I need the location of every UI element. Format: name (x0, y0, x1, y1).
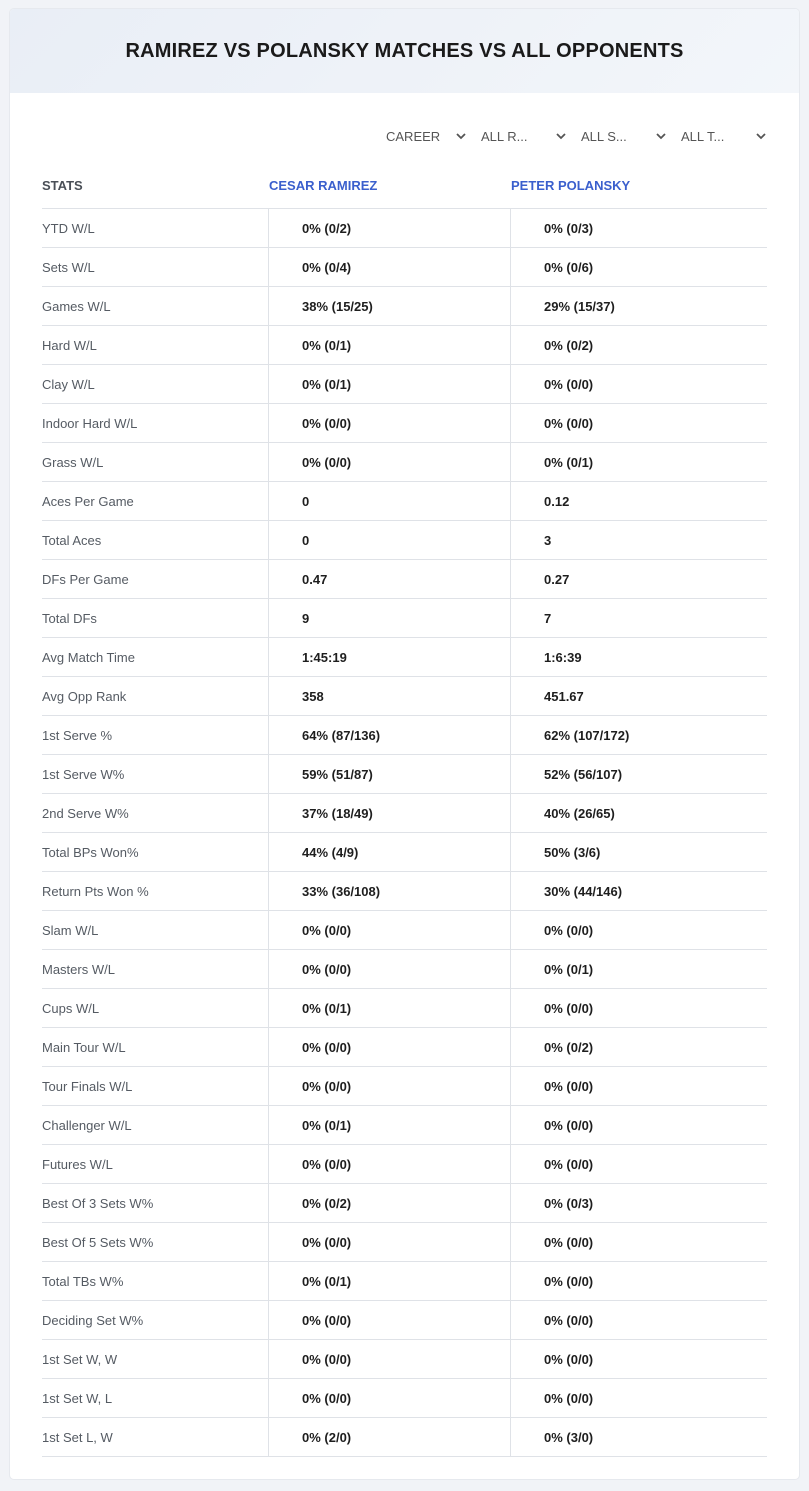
table-row (42, 404, 767, 443)
stat-label: Tour Finals W/L (42, 1067, 269, 1105)
player2-value: 0% (0/0) (544, 1078, 594, 1094)
player1-value: 0% (0/0) (302, 1156, 352, 1172)
player1-cell (269, 1223, 511, 1261)
player2-value: 0% (0/0) (544, 1234, 594, 1250)
player2-cell (511, 365, 767, 403)
player2-cell (511, 1106, 767, 1144)
stat-label: Clay W/L (42, 365, 269, 403)
player2-cell (511, 521, 767, 559)
stat-label: Total TBs W% (42, 1262, 269, 1300)
player1-cell (269, 1379, 511, 1417)
stat-label: Challenger W/L (42, 1106, 269, 1144)
table-row (42, 989, 767, 1028)
page-header (10, 9, 799, 93)
player2-cell (511, 716, 767, 754)
player1-cell (269, 326, 511, 364)
player2-value: 0% (0/0) (544, 922, 594, 938)
player1-cell (269, 794, 511, 832)
chevron-down-icon (556, 131, 566, 141)
player2-cell (511, 1184, 767, 1222)
table-row (42, 209, 767, 248)
player2-value: 0% (0/1) (544, 961, 594, 977)
stat-label: 1st Set W, W (42, 1340, 269, 1378)
table-row (42, 794, 767, 833)
player1-value: 0% (0/0) (302, 415, 352, 431)
player1-value: 0% (0/1) (302, 1000, 352, 1016)
player2-cell (511, 1379, 767, 1417)
player1-cell (269, 404, 511, 442)
stat-label: Sets W/L (42, 248, 269, 286)
player1-value: 0% (0/0) (302, 1234, 352, 1250)
table-row (42, 1418, 767, 1457)
player2-value: 0% (0/3) (544, 220, 594, 236)
player2-value: 0.12 (544, 493, 570, 509)
player1-cell (269, 287, 511, 325)
table-row (42, 443, 767, 482)
player1-value: 0.47 (302, 571, 328, 587)
player2-cell (511, 677, 767, 715)
player2-cell (511, 1301, 767, 1339)
player1-cell (269, 950, 511, 988)
tournament-filter-value: ALL T... (681, 128, 725, 144)
table-row (42, 1184, 767, 1223)
player1-cell (269, 443, 511, 481)
player1-value: 37% (18/49) (302, 805, 373, 821)
stat-label: Grass W/L (42, 443, 269, 481)
round-filter-value: ALL R... (481, 128, 528, 144)
stat-label: 1st Set L, W (42, 1418, 269, 1456)
player1-value: 0% (0/0) (302, 1351, 352, 1367)
player1-cell (269, 209, 511, 247)
player1-value: 0% (0/1) (302, 337, 352, 353)
player1-cell (269, 248, 511, 286)
player2-cell (511, 209, 767, 247)
table-row (42, 365, 767, 404)
player1-cell (269, 521, 511, 559)
player1-value: 0% (2/0) (302, 1429, 352, 1445)
table-body (42, 209, 767, 1457)
player2-cell (511, 599, 767, 637)
stat-label: Slam W/L (42, 911, 269, 949)
table-header (42, 163, 767, 209)
player1-value: 0% (0/1) (302, 1273, 352, 1289)
table-row (42, 1379, 767, 1418)
player2-cell (511, 755, 767, 793)
table-row (42, 833, 767, 872)
player1-cell (269, 1301, 511, 1339)
stat-label: Avg Match Time (42, 638, 269, 676)
player2-value: 0% (0/0) (544, 1000, 594, 1016)
player1-cell (269, 1145, 511, 1183)
stat-label: Best Of 3 Sets W% (42, 1184, 269, 1222)
player1-cell (269, 1028, 511, 1066)
player1-value: 0% (0/0) (302, 961, 352, 977)
player1-cell (269, 365, 511, 403)
round-filter-select[interactable] (481, 125, 566, 147)
table-row (42, 638, 767, 677)
player1-value: 59% (51/87) (302, 766, 373, 782)
tournament-filter-select[interactable] (681, 125, 766, 147)
stat-label: 2nd Serve W% (42, 794, 269, 832)
player1-cell (269, 1418, 511, 1456)
table-row (42, 872, 767, 911)
player2-cell (511, 404, 767, 442)
stat-label: 1st Set W, L (42, 1379, 269, 1417)
stat-label: 1st Serve % (42, 716, 269, 754)
player2-value: 0% (0/0) (544, 1390, 594, 1406)
table-row (42, 1028, 767, 1067)
player2-value: 0% (0/0) (544, 376, 594, 392)
player2-value: 0% (0/2) (544, 1039, 594, 1055)
stat-label: Deciding Set W% (42, 1301, 269, 1339)
player1-value: 64% (87/136) (302, 727, 381, 743)
player2-cell (511, 950, 767, 988)
table-row (42, 1301, 767, 1340)
player2-cell (511, 1145, 767, 1183)
player1-cell (269, 755, 511, 793)
player1-column-header[interactable]: CESAR RAMIREZ (269, 178, 378, 193)
table-row (42, 1106, 767, 1145)
player2-cell (511, 1067, 767, 1105)
player1-value: 44% (4/9) (302, 844, 359, 860)
player1-value: 0% (0/2) (302, 1195, 352, 1211)
table-row (42, 1067, 767, 1106)
player2-value: 0% (0/0) (544, 1351, 594, 1367)
player2-cell (511, 833, 767, 871)
player1-cell (269, 989, 511, 1027)
player2-cell (511, 482, 767, 520)
period-filter-value: CAREER (386, 128, 441, 144)
chevron-down-icon (656, 131, 666, 141)
player2-cell (511, 443, 767, 481)
stat-label: YTD W/L (42, 209, 269, 247)
table-row (42, 1145, 767, 1184)
period-filter-select[interactable] (386, 125, 466, 147)
stat-label: Best Of 5 Sets W% (42, 1223, 269, 1261)
page-title: RAMIREZ VS POLANSKY MATCHES VS ALL OPPONENTS (125, 39, 684, 62)
player1-value: 0% (0/0) (302, 454, 352, 470)
stats-column-header: STATS (42, 178, 83, 193)
player2-value: 0% (0/6) (544, 259, 594, 275)
player1-cell (269, 677, 511, 715)
player2-cell (511, 989, 767, 1027)
player2-cell (511, 872, 767, 910)
player2-value: 3 (544, 532, 552, 548)
player1-cell (269, 911, 511, 949)
player1-value: 0 (302, 532, 310, 548)
player2-value: 7 (544, 610, 552, 626)
filter-bar (386, 125, 766, 147)
player2-cell (511, 326, 767, 364)
stat-label: Masters W/L (42, 950, 269, 988)
player1-cell (269, 482, 511, 520)
stat-label: 1st Serve W% (42, 755, 269, 793)
stat-label: Futures W/L (42, 1145, 269, 1183)
stat-label: Total Aces (42, 521, 269, 559)
player2-cell (511, 1340, 767, 1378)
player2-value: 62% (107/172) (544, 727, 630, 743)
player1-value: 358 (302, 688, 324, 704)
player2-cell (511, 1418, 767, 1456)
table-row (42, 599, 767, 638)
player1-cell (269, 716, 511, 754)
stats-table (42, 163, 767, 1457)
player1-value: 0% (0/1) (302, 1117, 352, 1133)
player2-cell (511, 248, 767, 286)
player2-value: 0.27 (544, 571, 570, 587)
table-row (42, 1340, 767, 1379)
player1-value: 9 (302, 610, 310, 626)
player2-cell (511, 794, 767, 832)
player2-value: 0% (0/0) (544, 1273, 594, 1289)
player2-cell (511, 560, 767, 598)
stat-label: Return Pts Won % (42, 872, 269, 910)
player1-value: 0 (302, 493, 310, 509)
player1-cell (269, 833, 511, 871)
player2-value: 29% (15/37) (544, 298, 615, 314)
player2-cell (511, 1262, 767, 1300)
player2-cell (511, 911, 767, 949)
player1-cell (269, 638, 511, 676)
player2-value: 50% (3/6) (544, 844, 601, 860)
chevron-down-icon (456, 131, 466, 141)
player2-cell (511, 287, 767, 325)
player1-value: 33% (36/108) (302, 883, 381, 899)
player1-value: 0% (0/0) (302, 1390, 352, 1406)
player1-value: 0% (0/0) (302, 1312, 352, 1328)
player1-value: 0% (0/2) (302, 220, 352, 236)
player1-value: 38% (15/25) (302, 298, 373, 314)
player1-cell (269, 599, 511, 637)
player1-value: 0% (0/1) (302, 376, 352, 392)
player1-cell (269, 1067, 511, 1105)
player1-cell (269, 1340, 511, 1378)
player1-cell (269, 1184, 511, 1222)
player2-value: 0% (0/0) (544, 1156, 594, 1172)
player2-value: 52% (56/107) (544, 766, 623, 782)
table-row (42, 248, 767, 287)
player2-value: 0% (0/0) (544, 1117, 594, 1133)
stat-label: Cups W/L (42, 989, 269, 1027)
table-row (42, 911, 767, 950)
player2-value: 40% (26/65) (544, 805, 615, 821)
table-row (42, 1262, 767, 1301)
player2-cell (511, 638, 767, 676)
player1-cell (269, 872, 511, 910)
player1-cell (269, 1262, 511, 1300)
player2-cell (511, 1028, 767, 1066)
table-row (42, 755, 767, 794)
player2-value: 0% (0/0) (544, 415, 594, 431)
player1-cell (269, 560, 511, 598)
chevron-down-icon (756, 131, 766, 141)
table-row (42, 521, 767, 560)
surface-filter-value: ALL S... (581, 128, 627, 144)
stat-label: DFs Per Game (42, 560, 269, 598)
stat-label: Main Tour W/L (42, 1028, 269, 1066)
surface-filter-select[interactable] (581, 125, 666, 147)
player1-value: 1:45:19 (302, 649, 347, 665)
stat-label: Indoor Hard W/L (42, 404, 269, 442)
player2-value: 30% (44/146) (544, 883, 623, 899)
stats-card (10, 9, 799, 1479)
stat-label: Aces Per Game (42, 482, 269, 520)
stat-label: Hard W/L (42, 326, 269, 364)
table-row (42, 482, 767, 521)
table-row (42, 560, 767, 599)
stat-label: Avg Opp Rank (42, 677, 269, 715)
player1-value: 0% (0/4) (302, 259, 352, 275)
table-row (42, 287, 767, 326)
stat-label: Total DFs (42, 599, 269, 637)
player2-value: 1:6:39 (544, 649, 582, 665)
player2-value: 0% (3/0) (544, 1429, 594, 1445)
stat-label: Games W/L (42, 287, 269, 325)
player2-value: 0% (0/3) (544, 1195, 594, 1211)
player1-cell (269, 1106, 511, 1144)
player2-value: 451.67 (544, 688, 584, 704)
player1-value: 0% (0/0) (302, 1039, 352, 1055)
table-row (42, 716, 767, 755)
table-row (42, 677, 767, 716)
table-row (42, 326, 767, 365)
player2-cell (511, 1223, 767, 1261)
player2-value: 0% (0/2) (544, 337, 594, 353)
table-row (42, 950, 767, 989)
table-row (42, 1223, 767, 1262)
player2-value: 0% (0/0) (544, 1312, 594, 1328)
player2-value: 0% (0/1) (544, 454, 594, 470)
player1-value: 0% (0/0) (302, 1078, 352, 1094)
player1-value: 0% (0/0) (302, 922, 352, 938)
stat-label: Total BPs Won% (42, 833, 269, 871)
player2-column-header[interactable]: PETER POLANSKY (511, 178, 631, 193)
